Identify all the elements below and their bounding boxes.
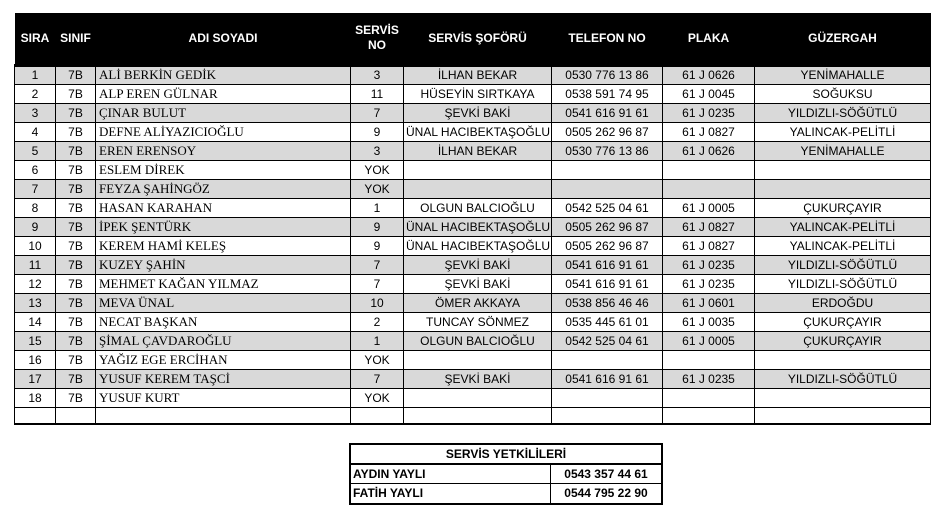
cell-phone: 0530 776 13 86 bbox=[552, 65, 663, 84]
cell-phone: 0505 262 96 87 bbox=[552, 217, 663, 236]
cell-student-name: ESLEM DİREK bbox=[96, 160, 351, 179]
cell-sinif: 7B bbox=[56, 65, 96, 84]
cell-driver: ŞEVKİ BAKİ bbox=[404, 255, 552, 274]
cell-sira: 18 bbox=[15, 388, 56, 407]
header-servis-no-line1: SERVİS bbox=[355, 23, 399, 38]
table-row bbox=[15, 141, 931, 160]
cell-sira: 11 bbox=[15, 255, 56, 274]
cell-sira: 10 bbox=[15, 236, 56, 255]
cell-servis-no: 2 bbox=[351, 312, 404, 331]
empty-cell bbox=[15, 407, 56, 424]
cell-driver bbox=[404, 179, 552, 198]
table-row bbox=[15, 65, 931, 84]
table-row bbox=[15, 122, 931, 141]
table-row bbox=[15, 369, 931, 388]
cell-driver: ÜNAL HACIBEKTAŞOĞLU bbox=[404, 217, 552, 236]
table-row bbox=[15, 331, 931, 350]
table-row bbox=[15, 255, 931, 274]
cell-driver: OLGUN BALCIOĞLU bbox=[404, 198, 552, 217]
cell-driver: ÜNAL HACIBEKTAŞOĞLU bbox=[404, 236, 552, 255]
cell-plate: 61 J 0626 bbox=[663, 65, 755, 84]
header-servis-no-line2: NO bbox=[368, 38, 386, 53]
cell-student-name: YUSUF KEREM TAŞCİ bbox=[96, 369, 351, 388]
table-row bbox=[15, 274, 931, 293]
empty-cell bbox=[351, 407, 404, 424]
cell-sira: 3 bbox=[15, 103, 56, 122]
cell-route: YENİMAHALLE bbox=[755, 65, 931, 84]
cell-driver: OLGUN BALCIOĞLU bbox=[404, 331, 552, 350]
contact-row bbox=[351, 465, 661, 484]
cell-servis-no: 7 bbox=[351, 369, 404, 388]
cell-phone: 0538 856 46 46 bbox=[552, 293, 663, 312]
cell-route: YILDIZLI-SÖĞÜTLÜ bbox=[755, 369, 931, 388]
cell-route bbox=[755, 179, 931, 198]
cell-servis-no: 3 bbox=[351, 65, 404, 84]
cell-phone: 0542 525 04 61 bbox=[552, 331, 663, 350]
cell-plate bbox=[663, 160, 755, 179]
cell-student-name: EREN ERENSOY bbox=[96, 141, 351, 160]
cell-sira: 16 bbox=[15, 350, 56, 369]
cell-plate: 61 J 0235 bbox=[663, 274, 755, 293]
cell-route: ERDOĞDU bbox=[755, 293, 931, 312]
table-row bbox=[15, 236, 931, 255]
cell-sinif: 7B bbox=[56, 350, 96, 369]
cell-route bbox=[755, 160, 931, 179]
cell-sira: 7 bbox=[15, 179, 56, 198]
cell-servis-no: 9 bbox=[351, 217, 404, 236]
cell-plate: 61 J 0827 bbox=[663, 122, 755, 141]
cell-route: YALINCAK-PELİTLİ bbox=[755, 217, 931, 236]
cell-plate bbox=[663, 179, 755, 198]
cell-route: ÇUKURÇAYIR bbox=[755, 312, 931, 331]
cell-student-name: İPEK ŞENTÜRK bbox=[96, 217, 351, 236]
cell-route: SOĞUKSU bbox=[755, 84, 931, 103]
header-sira: SIRA bbox=[15, 13, 56, 65]
cell-phone bbox=[552, 350, 663, 369]
cell-plate: 61 J 0045 bbox=[663, 84, 755, 103]
cell-student-name: HASAN KARAHAN bbox=[96, 198, 351, 217]
cell-driver: İLHAN BEKAR bbox=[404, 141, 552, 160]
cell-route bbox=[755, 388, 931, 407]
cell-servis-no: 9 bbox=[351, 122, 404, 141]
cell-servis-no: 11 bbox=[351, 84, 404, 103]
cell-sinif: 7B bbox=[56, 122, 96, 141]
cell-student-name: ŞİMAL ÇAVDAROĞLU bbox=[96, 331, 351, 350]
empty-cell bbox=[755, 407, 931, 424]
cell-phone: 0541 616 91 61 bbox=[552, 274, 663, 293]
cell-driver bbox=[404, 388, 552, 407]
empty-cell bbox=[56, 407, 96, 424]
cell-student-name: FEYZA ŞAHİNGÖZ bbox=[96, 179, 351, 198]
cell-sinif: 7B bbox=[56, 179, 96, 198]
table-row bbox=[15, 217, 931, 236]
cell-sira: 14 bbox=[15, 312, 56, 331]
table-row bbox=[15, 198, 931, 217]
contact-row bbox=[351, 484, 661, 503]
cell-plate bbox=[663, 388, 755, 407]
cell-sinif: 7B bbox=[56, 369, 96, 388]
cell-phone bbox=[552, 160, 663, 179]
table-row bbox=[15, 293, 931, 312]
cell-servis-no: 7 bbox=[351, 255, 404, 274]
cell-sinif: 7B bbox=[56, 141, 96, 160]
cell-driver bbox=[404, 350, 552, 369]
cell-driver bbox=[404, 160, 552, 179]
cell-phone bbox=[552, 388, 663, 407]
cell-driver: HÜSEYİN SIRTKAYA bbox=[404, 84, 552, 103]
contacts-title: SERVİS YETKİLİLERİ bbox=[351, 445, 661, 465]
table-row bbox=[15, 350, 931, 369]
table-row bbox=[15, 312, 931, 331]
cell-route: YILDIZLI-SÖĞÜTLÜ bbox=[755, 274, 931, 293]
cell-route: ÇUKURÇAYIR bbox=[755, 331, 931, 350]
cell-sinif: 7B bbox=[56, 236, 96, 255]
cell-plate: 61 J 0235 bbox=[663, 255, 755, 274]
header-plaka: PLAKA bbox=[663, 13, 755, 65]
cell-phone bbox=[552, 179, 663, 198]
cell-servis-no: 1 bbox=[351, 331, 404, 350]
student-service-table bbox=[14, 13, 931, 425]
empty-cell bbox=[552, 407, 663, 424]
table-row bbox=[15, 160, 931, 179]
cell-sira: 8 bbox=[15, 198, 56, 217]
cell-driver: ŞEVKİ BAKİ bbox=[404, 274, 552, 293]
cell-sinif: 7B bbox=[56, 255, 96, 274]
table-row bbox=[15, 179, 931, 198]
cell-phone: 0535 445 61 01 bbox=[552, 312, 663, 331]
service-contacts-box bbox=[349, 443, 663, 505]
cell-phone: 0541 616 91 61 bbox=[552, 103, 663, 122]
cell-servis-no: YOK bbox=[351, 160, 404, 179]
cell-student-name: MEHMET KAĞAN YILMAZ bbox=[96, 274, 351, 293]
cell-phone: 0542 525 04 61 bbox=[552, 198, 663, 217]
cell-servis-no: 9 bbox=[351, 236, 404, 255]
contact-phone: 0543 357 44 61 bbox=[564, 467, 648, 481]
cell-plate: 61 J 0827 bbox=[663, 236, 755, 255]
table-row bbox=[15, 103, 931, 122]
cell-sira: 2 bbox=[15, 84, 56, 103]
cell-student-name: MEVA ÜNAL bbox=[96, 293, 351, 312]
cell-servis-no: YOK bbox=[351, 350, 404, 369]
cell-sinif: 7B bbox=[56, 198, 96, 217]
cell-sinif: 7B bbox=[56, 84, 96, 103]
empty-cell bbox=[96, 407, 351, 424]
cell-route: ÇUKURÇAYIR bbox=[755, 198, 931, 217]
cell-servis-no: YOK bbox=[351, 388, 404, 407]
cell-student-name: YUSUF KURT bbox=[96, 388, 351, 407]
table-row bbox=[15, 388, 931, 407]
cell-route: YILDIZLI-SÖĞÜTLÜ bbox=[755, 103, 931, 122]
cell-servis-no: 3 bbox=[351, 141, 404, 160]
cell-sira: 5 bbox=[15, 141, 56, 160]
cell-route bbox=[755, 350, 931, 369]
empty-cell bbox=[663, 407, 755, 424]
cell-sira: 15 bbox=[15, 331, 56, 350]
cell-student-name: ÇINAR BULUT bbox=[96, 103, 351, 122]
cell-driver: ŞEVKİ BAKİ bbox=[404, 369, 552, 388]
cell-phone: 0505 262 96 87 bbox=[552, 122, 663, 141]
cell-driver: ÖMER AKKAYA bbox=[404, 293, 552, 312]
cell-servis-no: YOK bbox=[351, 179, 404, 198]
cell-student-name: NECAT BAŞKAN bbox=[96, 312, 351, 331]
cell-plate: 61 J 0235 bbox=[663, 369, 755, 388]
cell-sira: 12 bbox=[15, 274, 56, 293]
cell-driver: ÜNAL HACIBEKTAŞOĞLU bbox=[404, 122, 552, 141]
contact-name: AYDIN YAYLI bbox=[351, 465, 551, 483]
cell-sinif: 7B bbox=[56, 293, 96, 312]
cell-sira: 6 bbox=[15, 160, 56, 179]
cell-sinif: 7B bbox=[56, 388, 96, 407]
cell-plate: 61 J 0005 bbox=[663, 331, 755, 350]
header-telefon-no: TELEFON NO bbox=[552, 13, 663, 65]
cell-sinif: 7B bbox=[56, 160, 96, 179]
cell-driver: TUNCAY SÖNMEZ bbox=[404, 312, 552, 331]
cell-phone: 0538 591 74 95 bbox=[552, 84, 663, 103]
cell-phone: 0541 616 91 61 bbox=[552, 255, 663, 274]
cell-student-name: ALP EREN GÜLNAR bbox=[96, 84, 351, 103]
empty-cell bbox=[404, 407, 552, 424]
header-guzergah: GÜZERGAH bbox=[755, 13, 931, 65]
header-adi-soyadi: ADI SOYADI bbox=[96, 13, 351, 65]
cell-sinif: 7B bbox=[56, 274, 96, 293]
cell-plate: 61 J 0626 bbox=[663, 141, 755, 160]
cell-route: YALINCAK-PELİTLİ bbox=[755, 236, 931, 255]
cell-plate: 61 J 0601 bbox=[663, 293, 755, 312]
cell-phone: 0505 262 96 87 bbox=[552, 236, 663, 255]
cell-route: YALINCAK-PELİTLİ bbox=[755, 122, 931, 141]
cell-sinif: 7B bbox=[56, 217, 96, 236]
cell-sira: 9 bbox=[15, 217, 56, 236]
cell-phone: 0530 776 13 86 bbox=[552, 141, 663, 160]
cell-sinif: 7B bbox=[56, 312, 96, 331]
table-row bbox=[15, 84, 931, 103]
contact-phone: 0544 795 22 90 bbox=[564, 486, 648, 500]
empty-row bbox=[15, 407, 931, 424]
cell-student-name: KUZEY ŞAHİN bbox=[96, 255, 351, 274]
cell-sira: 13 bbox=[15, 293, 56, 312]
cell-phone: 0541 616 91 61 bbox=[552, 369, 663, 388]
cell-student-name: YAĞIZ EGE ERCİHAN bbox=[96, 350, 351, 369]
cell-student-name: KEREM HAMİ KELEŞ bbox=[96, 236, 351, 255]
cell-driver: ŞEVKİ BAKİ bbox=[404, 103, 552, 122]
header-servis-soforu: SERVİS ŞOFÖRÜ bbox=[404, 13, 552, 65]
cell-sinif: 7B bbox=[56, 331, 96, 350]
cell-servis-no: 10 bbox=[351, 293, 404, 312]
header-sinif: SINIF bbox=[56, 13, 96, 65]
cell-sira: 1 bbox=[15, 65, 56, 84]
cell-driver: İLHAN BEKAR bbox=[404, 65, 552, 84]
cell-student-name: DEFNE ALİYAZICIOĞLU bbox=[96, 122, 351, 141]
cell-servis-no: 1 bbox=[351, 198, 404, 217]
cell-servis-no: 7 bbox=[351, 274, 404, 293]
cell-route: YILDIZLI-SÖĞÜTLÜ bbox=[755, 255, 931, 274]
cell-student-name: ALİ BERKİN GEDİK bbox=[96, 65, 351, 84]
table-header-row bbox=[15, 13, 931, 65]
cell-plate: 61 J 0827 bbox=[663, 217, 755, 236]
cell-plate: 61 J 0235 bbox=[663, 103, 755, 122]
cell-sira: 4 bbox=[15, 122, 56, 141]
cell-sira: 17 bbox=[15, 369, 56, 388]
cell-servis-no: 7 bbox=[351, 103, 404, 122]
cell-plate: 61 J 0005 bbox=[663, 198, 755, 217]
cell-plate: 61 J 0035 bbox=[663, 312, 755, 331]
table-body bbox=[15, 65, 931, 424]
contact-name: FATİH YAYLI bbox=[351, 484, 551, 503]
cell-sinif: 7B bbox=[56, 103, 96, 122]
cell-route: YENİMAHALLE bbox=[755, 141, 931, 160]
cell-plate bbox=[663, 350, 755, 369]
header-servis-no bbox=[351, 13, 404, 65]
